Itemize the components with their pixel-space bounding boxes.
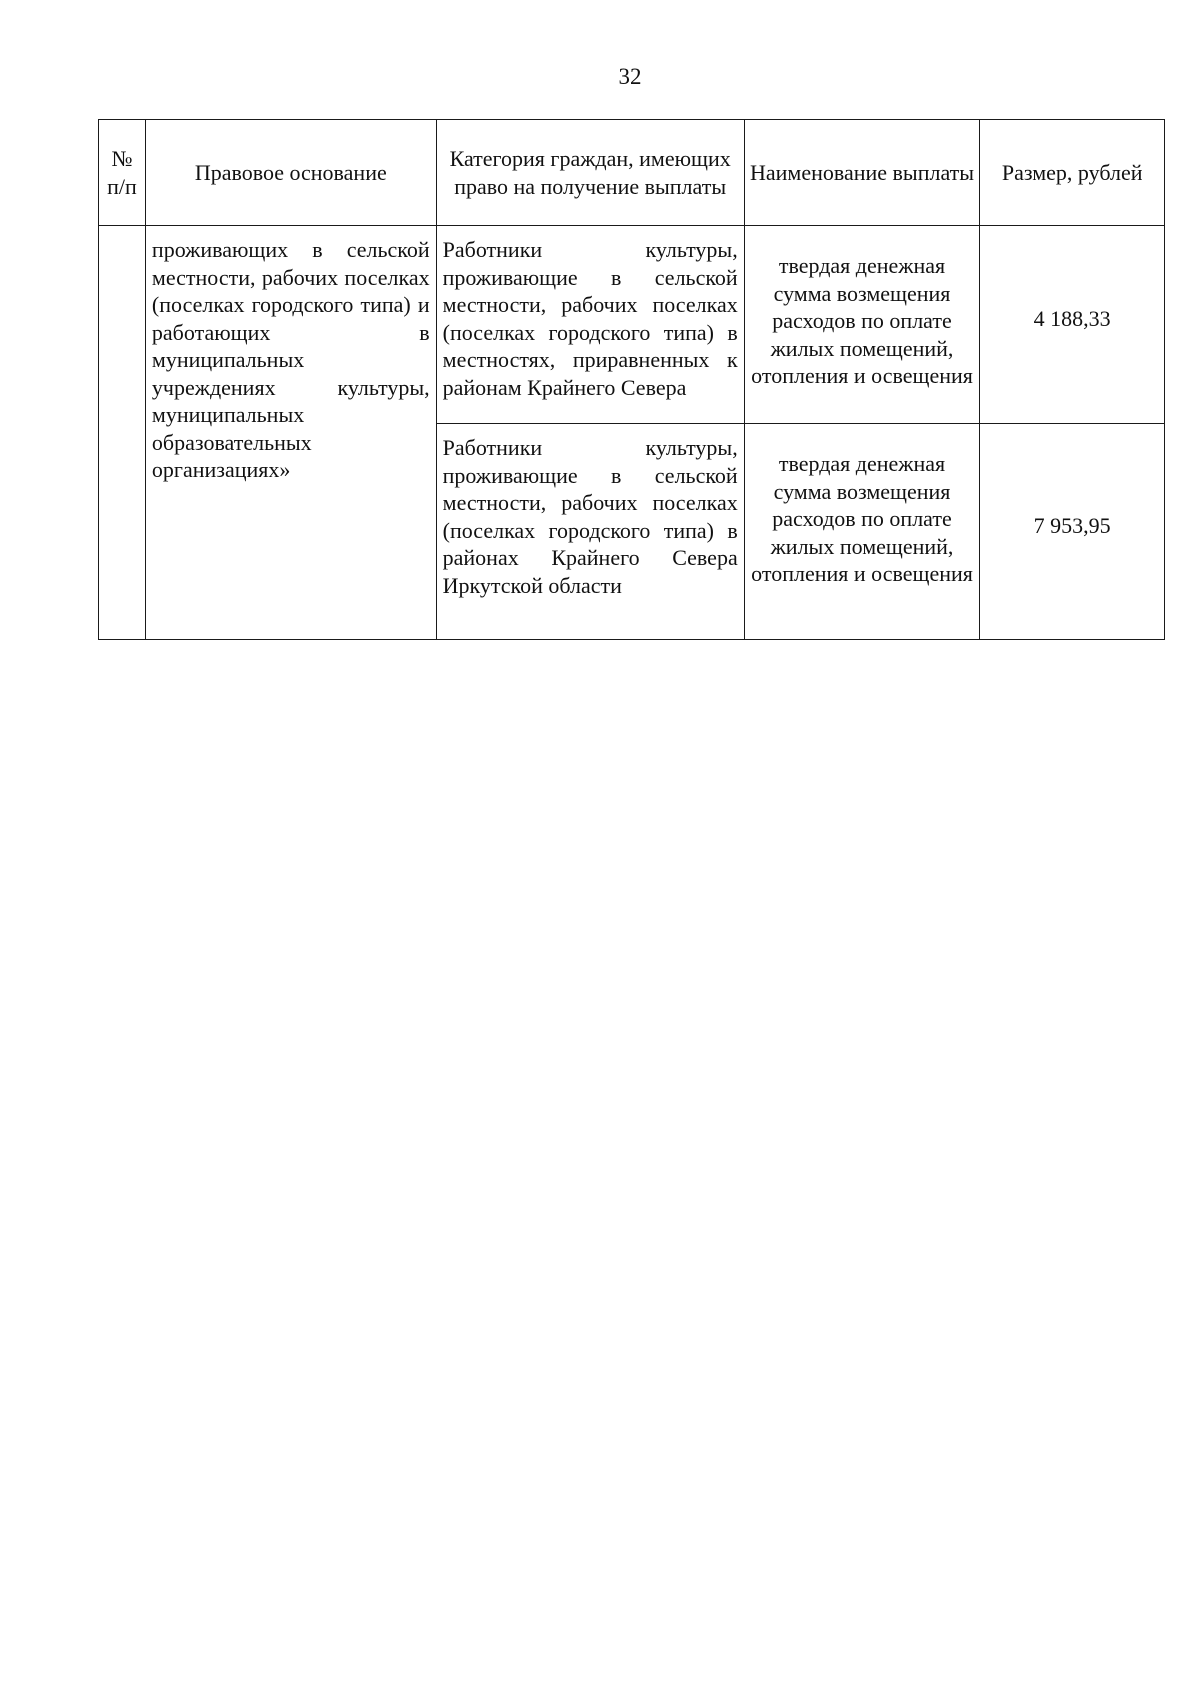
amount-cell: 4 188,33 (980, 226, 1165, 424)
page-number: 32 (618, 64, 642, 89)
header-amount: Размер, рублей (980, 120, 1165, 226)
table-header-row (99, 120, 1165, 226)
header-category: Категория граждан, имеющих право на получение выплаты (436, 120, 744, 226)
category-cell: Работники культуры, проживающие в сельской местности, рабочих поселках (поселках городского типа) в районах Крайнего Севера Иркутской области (436, 424, 744, 640)
payment-name-cell: твердая денежная сумма возмещения расходов по оплате жилых помещений, отопления и освещения (744, 226, 980, 424)
header-name: Наименование выплаты (744, 120, 980, 226)
payment-name-cell: твердая денежная сумма возмещения расходов по оплате жилых помещений, отопления и освещения (744, 424, 980, 640)
header-num: № п/п (99, 120, 146, 226)
amount-cell: 7 953,95 (980, 424, 1165, 640)
category-cell: Работники культуры, проживающие в сельской местности, рабочих поселках (поселках городского типа) в местностях, приравненных к районам Крайнего Севера (436, 226, 744, 424)
header-basis: Правовое основание (145, 120, 436, 226)
table-row (99, 226, 1165, 424)
basis-cell: проживающих в сельской местности, рабочих поселках (поселках городского типа) и работающих в муниципальных учреждениях культуры, муниципальных образовательных организациях» (145, 226, 436, 640)
num-cell (99, 226, 146, 640)
payments-table (98, 119, 1165, 640)
